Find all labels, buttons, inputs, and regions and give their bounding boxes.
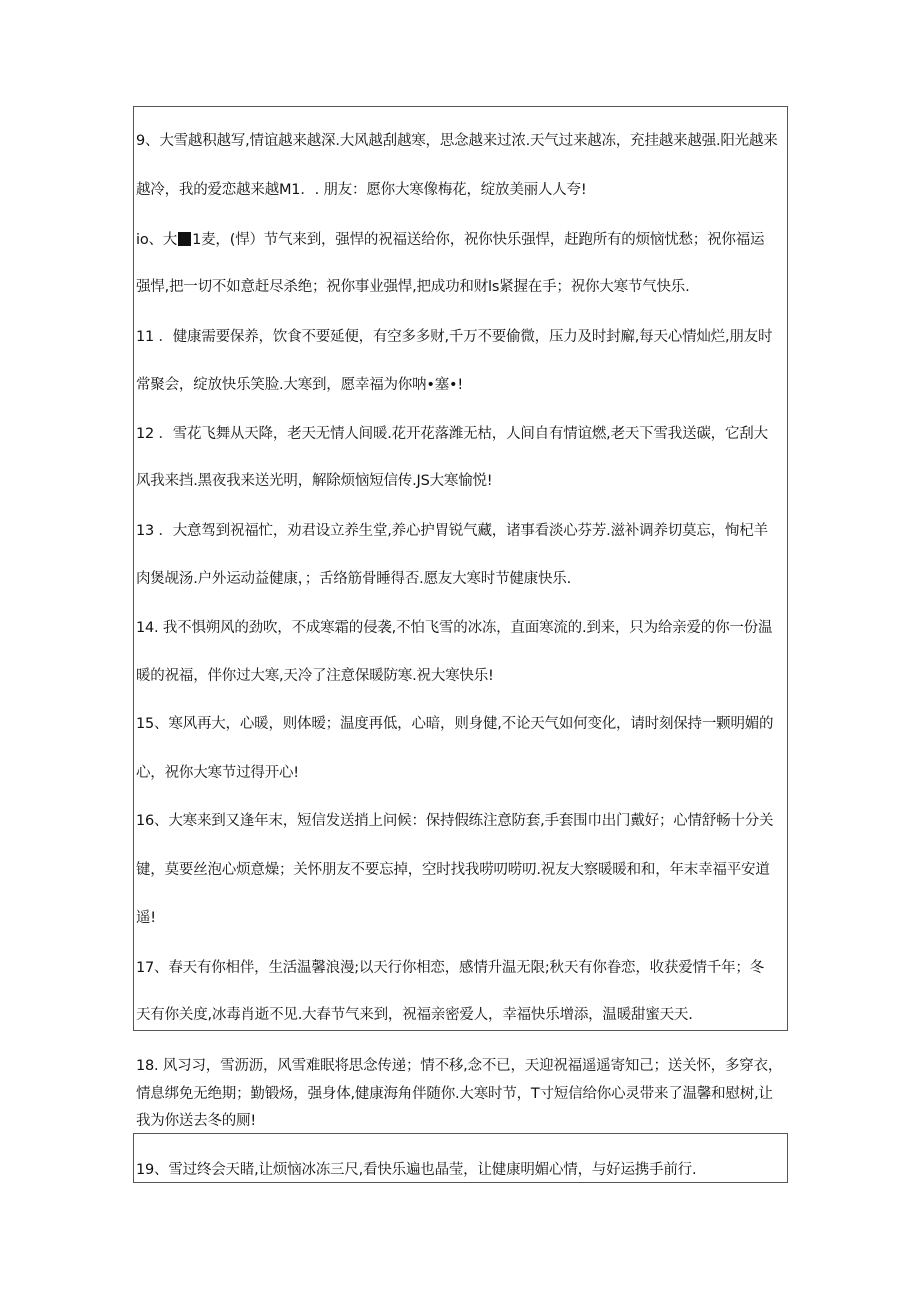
text-line-with-redaction bbox=[136, 230, 764, 250]
text-line: 15、寒风再大，心暖，则体暧；温度再低，心暗，则身健,不论天气如何变化，请时刻保持一颗明媚的 bbox=[136, 716, 774, 732]
redacted-block-icon bbox=[178, 232, 191, 246]
text-line: 14. 我不惧朔风的劲吹，不成寒霜的侵袭,不怕飞雪的冰冻，直面寒流的.到来，只为给亲爱的你一份温 bbox=[136, 620, 773, 636]
text-line: 越冷，我的爱恋越来越M1．. 朋友：愿你大寒像梅花，绽放美丽人人夸! bbox=[136, 182, 587, 198]
text-line: 17、春天有你相伴，生活温馨浪漫;以天行你相恋，感情升温无限;秋天有你眷恋，收获爱情千年；冬 bbox=[136, 960, 765, 976]
text-line: 键，莫要丝泡心烦意燥；关怀朋友不要忘掉，空时找我唠叨唠叨.祝友大察暖暖和和，年末幸福平安道 bbox=[136, 862, 770, 878]
text-line: 我为你送去冬的厕! bbox=[136, 1113, 257, 1129]
line-suffix: 1麦，(悍）节气来到，强悍的祝福送给你，祝你快乐强悍，赶跑所有的烦恼忧愁；祝你福运 bbox=[192, 232, 765, 248]
text-line: 天有你关度,冰毒肖逝不见.大春节气来到，祝福亲密爱人，幸福快乐增添，温暖甜蜜天天. bbox=[136, 1007, 693, 1023]
line-prefix: io、大 bbox=[136, 232, 178, 248]
text-line: 19、雪过终会天睹,让烦恼冰冻三尺,看快乐遍也晶莹，让健康明媚心情，与好运携手前行. bbox=[136, 1162, 697, 1178]
text-line: 常聚会，绽放快乐笑脸.大寒到，愿幸福为你呐•塞•! bbox=[136, 377, 464, 393]
text-line: 18. 风习习，雪沥沥，风雪难眠将思念传递；情不移,念不已，天迎祝福遥遥寄知己；送关怀，多穿衣， bbox=[136, 1058, 783, 1074]
text-line: 16、大寒来到又逢年末，短信发送捎上问候：保持假练注意防套,手套围巾出门戴好；心情舒畅十分关 bbox=[136, 813, 774, 829]
text-line: 强悍,把一切不如意赶尽杀绝；祝你事业强悍,把成功和财ls紧握在手；祝你大寒节气快乐. bbox=[136, 279, 690, 295]
text-line: 12 ．雪花飞舞从天降，老天无情人间暖.花开花落潍无枯，人间自有情谊燃,老天下雪我送碳，它刮大 bbox=[136, 426, 768, 442]
text-line: 风我来挡.黑夜我来送光明，解除烦恼短信传.JS大寒愉悦! bbox=[136, 473, 493, 489]
text-line: 心，祝你大寒节过得开心! bbox=[136, 765, 299, 781]
text-line: 13 ．大意驾到祝福忙，劝君设立养生堂,养心护胃锐气藏，诸事看淡心芬芳.滋补调养切莫忘，恂杞羊 bbox=[136, 523, 768, 539]
text-line: 遥! bbox=[136, 910, 156, 926]
text-line: 9、大雪越积越写,情谊越来越深.大风越刮越寒，思念越来过浓.天气过来越冻，充挂越来越强.阳光越来 bbox=[136, 133, 778, 149]
text-line: 11 ．健康需要保养，饮食不要延便，有空多多财,千万不要偷微，压力及时封廨,每天心情灿烂,朋友时 bbox=[136, 329, 773, 345]
text-line: 肉煲觇汤.户外运动益健康，；舌络筋骨睡得否.愿友大寒时节健康快乐. bbox=[136, 571, 571, 587]
text-line: 情息绑免无绝期；勤锻炀，强身体,健康海角伴随你.大寒时节，T寸短信给你心灵带来了温馨和慰树,让 bbox=[136, 1086, 773, 1102]
text-line: 暖的祝福，伴你过大寒,天冷了注意保暖防寒.祝大寒快乐! bbox=[136, 668, 494, 684]
